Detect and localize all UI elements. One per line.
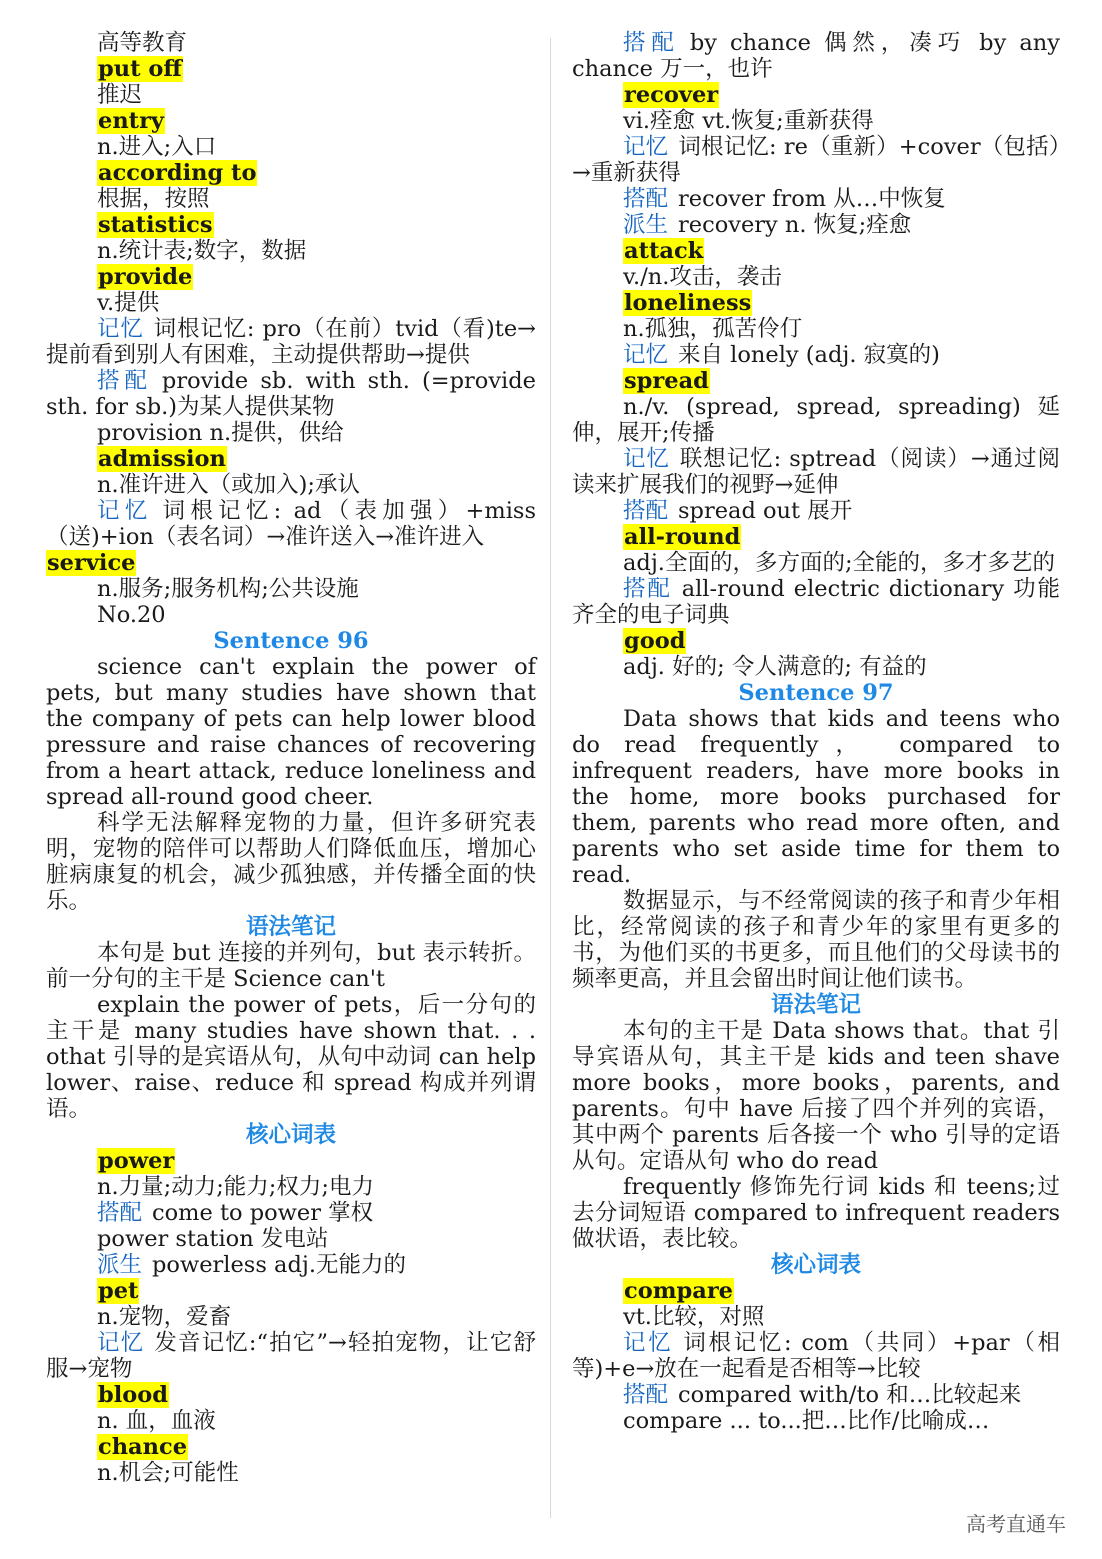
note-text: 来自 lonely (adj. 寂寞的): [678, 342, 940, 368]
tagged-note: [46, 1200, 536, 1226]
note-tag: 记忆: [97, 316, 144, 342]
tagged-note: [572, 1330, 1060, 1382]
section-heading: 核心词表: [245, 1122, 336, 1148]
note-text: recover from 从…中恢复: [678, 186, 946, 212]
vocab-word: [572, 368, 1060, 394]
tagged-note: [572, 498, 1060, 524]
text-line: adj. 好的; 令人满意的; 有益的: [623, 654, 927, 680]
note-tag: 搭配: [623, 186, 669, 212]
tagged-note: [572, 186, 1060, 212]
section-heading: Sentence 97: [738, 680, 894, 706]
watermark: 高考直通车: [966, 1512, 1066, 1536]
vocab-word: [572, 238, 1060, 264]
note-text: spread out 展开: [678, 498, 853, 524]
vocab-word-highlight: attack: [624, 238, 704, 264]
tagged-note: [572, 342, 1060, 368]
tagged-note: [572, 30, 1060, 82]
paragraph: 科学无法解释宠物的力量，但许多研究表明，宠物的陪伴可以帮助人们降低血压，增加心脏病康复的机会，减少孤独感，并传播全面的快乐。: [46, 810, 536, 914]
tagged-note: [572, 576, 1060, 628]
paragraph: 数据显示，与不经常阅读的孩子和青少年相比，经常阅读的孩子和青少年的家里有更多的书，为他们买的书更多，而且他们的父母读书的频率更高，并且会留出时间让他们读书。: [572, 888, 1060, 992]
tagged-note: [572, 212, 1060, 238]
column-divider: [550, 38, 551, 1518]
note-tag: 记忆: [97, 498, 153, 524]
vocab-word: [46, 108, 536, 134]
section-heading: 语法笔记: [245, 914, 336, 940]
note-text: 词根记忆: ad（表加强）+miss（送)+ion（表名词）→准许送入→准许进入: [46, 498, 536, 550]
text-line: provision n.提供，供给: [97, 420, 344, 446]
vocab-word-highlight: service: [47, 550, 136, 576]
vocab-word: [46, 1382, 536, 1408]
right-column: [572, 30, 1060, 1434]
tagged-note: [46, 498, 536, 550]
tagged-note: [572, 134, 1060, 186]
vocab-word-highlight: spread: [624, 368, 709, 394]
section-heading: 语法笔记: [770, 992, 861, 1018]
note-tag: 记忆: [623, 342, 669, 368]
text-line: power station 发电站: [97, 1226, 329, 1252]
vocab-word: [46, 1278, 536, 1304]
note-tag: 搭配: [623, 1382, 669, 1408]
tagged-note: [572, 1382, 1060, 1408]
note-text: recovery n. 恢复;痊愈: [678, 212, 912, 238]
paragraph: Data shows that kids and teens who do read frequently， compared to infrequent readers, have more books in the home, more books purchased for them, parents who read more often, and parents who set aside time for them to read.: [572, 706, 1060, 888]
note-text: 联想记忆: sptread（阅读）→通过阅读来扩展我们的视野→延伸: [572, 446, 1060, 498]
text-line: n.服务;服务机构;公共设施: [97, 576, 359, 602]
note-text: 词根记忆: re（重新）+cover（包括）→重新获得: [572, 134, 1060, 186]
vocab-word-highlight: provide: [98, 264, 193, 290]
note-text: by chance 偶然，凑巧 by any chance 万一，也许: [572, 30, 1060, 82]
vocab-word: [46, 160, 536, 186]
text-line: n.准许进入（或加入);承认: [97, 472, 361, 498]
note-text: 词根记忆: pro（在前）tvid（看)te→提前看到别人有困难，主动提供帮助→提供: [46, 316, 536, 368]
vocab-word-highlight: good: [624, 628, 686, 654]
paragraph: science can't explain the power of pets, but many studies have shown that the company of pets can help lower blood pressure and raise chances of recovering from a heart attack, reduce loneliness and spread all-round good cheer.: [46, 654, 536, 810]
text-line: n.力量;动力;能力;权力;电力: [97, 1174, 374, 1200]
text-line: v./n.攻击，袭击: [623, 264, 782, 290]
vocab-word-highlight: power: [98, 1148, 175, 1174]
vocab-word: [572, 628, 1060, 654]
note-tag: 记忆: [623, 1330, 674, 1356]
tagged-note: [46, 368, 536, 420]
note-text: powerless adj.无能力的: [152, 1252, 406, 1278]
vocab-word-highlight: chance: [98, 1434, 188, 1460]
tagged-note: [46, 316, 536, 368]
note-text: compared with/to 和…比较起来: [678, 1382, 1022, 1408]
vocab-word-highlight: compare: [624, 1278, 733, 1304]
note-tag: 派生: [97, 1252, 143, 1278]
tagged-note: [572, 446, 1060, 498]
note-tag: 搭配: [623, 30, 680, 56]
vocab-word-highlight: blood: [98, 1382, 169, 1408]
paragraph: frequently 修饰先行词 kids 和 teens;过去分词短语 compared to infrequent readers 做状语，表比较。: [572, 1174, 1060, 1252]
note-text: 发音记忆:“拍它”→轻拍宠物，让它舒服→宠物: [46, 1330, 536, 1382]
vocab-word: [46, 264, 536, 290]
text-line: n.机会;可能性: [97, 1460, 239, 1486]
tagged-note: [46, 1252, 536, 1278]
text-line: n.统计表;数字，数据: [97, 238, 307, 264]
text-line: compare ... to...把…比作/比喻成…: [623, 1408, 990, 1434]
note-text: provide sb. with sth. (=provide sth. for sb.)为某人提供某物: [46, 368, 536, 420]
note-tag: 记忆: [623, 134, 669, 160]
note-tag: 搭配: [97, 368, 152, 394]
vocab-word: [572, 524, 1060, 550]
section-heading: Sentence 96: [213, 628, 369, 654]
vocab-word-highlight: according to: [98, 160, 257, 186]
vocab-word-highlight: statistics: [98, 212, 213, 238]
note-tag: 搭配: [623, 576, 672, 602]
text-line: n.宠物，爱畜: [97, 1304, 232, 1330]
note-tag: 搭配: [623, 498, 669, 524]
text-line: No.20: [97, 602, 166, 628]
note-text: all-round electric dictionary 功能齐全的电子词典: [572, 576, 1060, 628]
text-line: 根据，按照: [97, 186, 210, 212]
text-line: 高等教育: [97, 30, 188, 56]
note-text: 词根记忆: com（共同）+par（相等)+e→放在一起看是否相等→比较: [572, 1330, 1060, 1382]
vocab-word: [46, 56, 536, 82]
note-text: come to power 掌权: [152, 1200, 374, 1226]
note-tag: 记忆: [623, 446, 670, 472]
note-tag: 记忆: [97, 1330, 145, 1356]
vocab-word: [46, 550, 536, 576]
text-line: vt.比较，对照: [623, 1304, 765, 1330]
tagged-note: [46, 1330, 536, 1382]
vocab-word: [572, 1278, 1060, 1304]
vocab-word-highlight: loneliness: [624, 290, 752, 316]
paragraph: adj.全面的，多方面的;全能的，多才多艺的: [623, 550, 1056, 576]
note-tag: 派生: [623, 212, 669, 238]
paragraph: n./v. (spread, spread, spreading) 延伸，展开;传播: [572, 394, 1060, 446]
left-column: [46, 30, 536, 1486]
note-tag: 搭配: [97, 1200, 143, 1226]
paragraph: explain the power of pets，后一分句的主干是 many studies have shown that. . . othat 引导的是宾语从句，从句中动词 can help lower、raise、reduce 和 spread 构成并列谓语。: [46, 992, 536, 1122]
vocab-word: [572, 82, 1060, 108]
section-heading: 核心词表: [770, 1252, 861, 1278]
vocab-word: [46, 1148, 536, 1174]
vocab-word-highlight: admission: [98, 446, 226, 472]
paragraph: 本句是 but 连接的并列句，but 表示转折。前一分句的主干是 Science can't: [46, 940, 536, 992]
vocab-word: [46, 446, 536, 472]
vocab-word: [572, 290, 1060, 316]
vocab-word-highlight: pet: [98, 1278, 139, 1304]
paragraph: 本句的主干是 Data shows that。that 引导宾语从句，其主干是 kids and teen shave more books，more books，parents, and parents。句中 have 后接了四个并列的宾语，其中两个 parents 后各接一个 who 引导的定语从句。定语从句 who do read: [572, 1018, 1060, 1174]
vocab-word-highlight: all-round: [624, 524, 741, 550]
text-line: n. 血，血液: [97, 1408, 216, 1434]
vocab-word-highlight: put off: [98, 56, 182, 82]
vocab-word: [46, 212, 536, 238]
vocab-word-highlight: entry: [98, 108, 164, 134]
vocab-word-highlight: recover: [624, 82, 719, 108]
text-line: n.孤独，孤苦伶仃: [623, 316, 803, 342]
text-line: n.进入;入口: [97, 134, 217, 160]
text-line: v.提供: [97, 290, 160, 316]
text-line: 推迟: [97, 82, 143, 108]
vocab-word: [46, 1434, 536, 1460]
text-line: vi.痊愈 vt.恢复;重新获得: [623, 108, 874, 134]
